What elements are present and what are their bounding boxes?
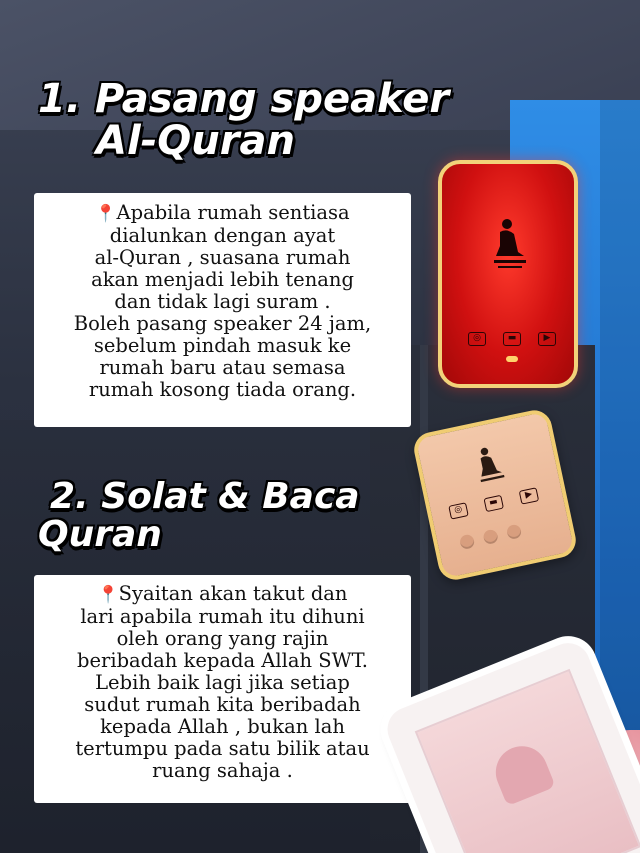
card-1-line: rumah baru atau semasa xyxy=(99,356,346,379)
heading-2 xyxy=(38,478,360,554)
indicator-light xyxy=(506,356,518,362)
card-2-line: oleh orang yang rajin xyxy=(116,627,329,650)
heading-1 xyxy=(38,78,449,162)
card-2-line: 📍Syaitan akan takut dan xyxy=(97,582,348,605)
card-2-line: beribadah kepada Allah SWT. xyxy=(76,649,368,672)
speaker-buttons xyxy=(468,332,556,346)
quran-speaker-red xyxy=(438,160,578,388)
speaker-buttons xyxy=(448,487,539,519)
mosque-dome xyxy=(488,738,556,806)
heading-1-line2: Al-Quran xyxy=(96,118,295,164)
play-next-button-icon: ▶ xyxy=(538,332,556,346)
card-2-line: ruang sahaja . xyxy=(152,759,293,782)
power-button-icon: ◎ xyxy=(448,502,469,519)
card-2-line: kepada Allah , bukan lah xyxy=(100,715,345,738)
card-1-line: dialunkan dengan ayat xyxy=(109,224,336,247)
power-button-icon: ◎ xyxy=(468,332,486,346)
round-button xyxy=(482,529,499,546)
round-button xyxy=(506,524,523,541)
play-next-button-icon: ▶ xyxy=(519,487,540,504)
card-1-line: Boleh pasang speaker 24 jam, xyxy=(73,312,372,335)
heading-2-line1: 2. Solat & Baca xyxy=(50,476,360,517)
quran-button-icon: ▬ xyxy=(483,495,504,512)
quran-button-icon: ▬ xyxy=(503,332,521,346)
card-1-line: rumah kosong tiada orang. xyxy=(88,378,357,401)
text-card-1 xyxy=(34,193,411,427)
heading-2-line2: Quran xyxy=(38,513,162,555)
card-2-line: lari apabila rumah itu dihuni xyxy=(80,605,365,628)
pin-icon: 📍 xyxy=(95,204,117,224)
card-1-line: sebelum pindah masuk ke xyxy=(93,334,352,357)
pin-icon: 📍 xyxy=(97,585,119,605)
speaker-icon xyxy=(490,216,530,274)
text-card-2 xyxy=(34,575,411,803)
round-button xyxy=(459,534,476,551)
card-2-line: tertumpu pada satu bilik atau xyxy=(75,737,370,760)
card-2-line: sudut rumah kita beribadah xyxy=(84,693,361,716)
card-1-line: akan menjadi lebih tenang xyxy=(91,268,354,291)
card-1-line: dan tidak lagi suram . xyxy=(114,290,331,313)
heading-1-line1: 1. Pasang speaker xyxy=(38,76,450,122)
speaker-icon xyxy=(471,442,509,491)
card-1-line: 📍Apabila rumah sentiasa xyxy=(95,201,350,224)
card-1-line: al-Quran , suasana rumah xyxy=(94,246,351,269)
card-2-line: Lebih baik lagi jika setiap xyxy=(95,671,350,694)
